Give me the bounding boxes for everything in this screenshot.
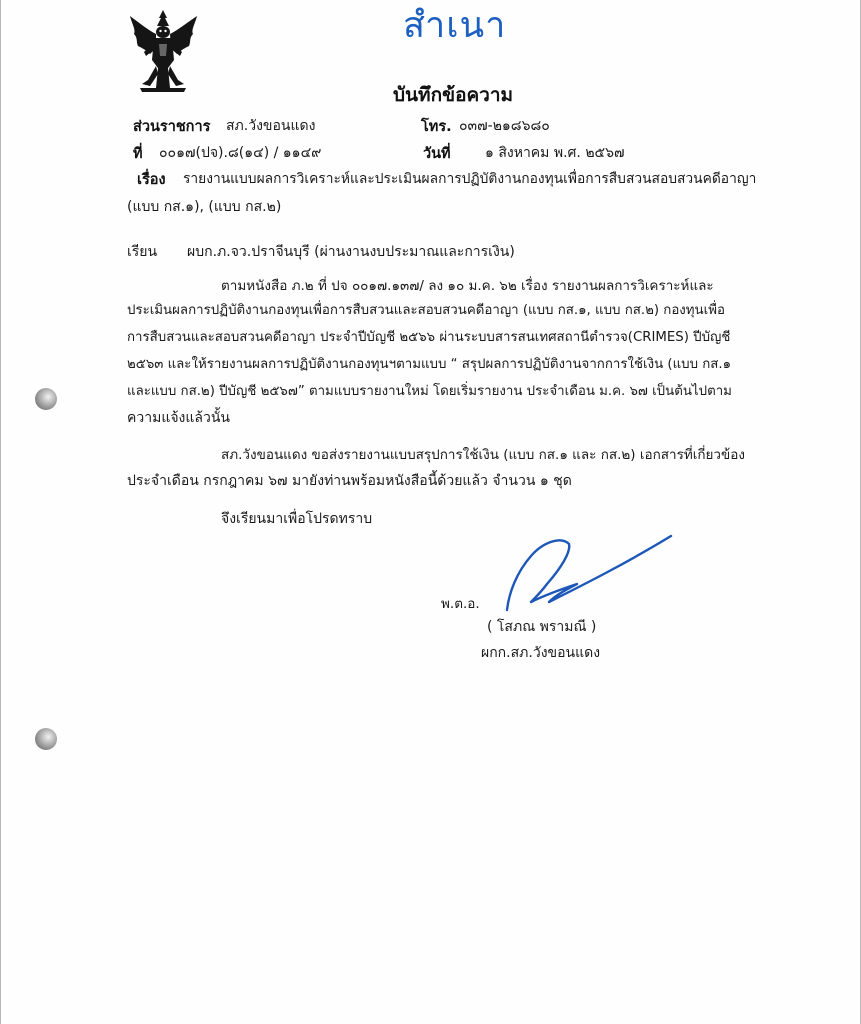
memo-title: บันทึกข้อความ bbox=[393, 84, 514, 106]
paragraph-1-line: การสืบสวนและสอบสวนคดีอาญา ประจำปีบัญชี ๒๕๖๖ ผ่านระบบสารสนเทศสถานีตำรวจ(CRIMES) ปีบัญชี bbox=[127, 330, 731, 345]
reference-value: ๐๐๑๗(ปจ).๘(๑๔) / ๑๑๔๙ bbox=[159, 145, 322, 161]
salutation-value: ผบก.ภ.จว.ปราจีนบุรี (ผ่านงานงบประมาณและการเงิน) bbox=[187, 244, 515, 260]
salutation-label: เรียน bbox=[127, 244, 158, 260]
date-label: วันที่ bbox=[423, 146, 451, 162]
punch-hole bbox=[35, 728, 57, 750]
handwritten-signature bbox=[495, 532, 675, 614]
paragraph-2-line: สภ.วังขอนแดง ขอส่งรายงานแบบสรุปการใช้เงิน (แบบ กส.๑ และ กส.๒) เอกสารที่เกี่ยวข้อง bbox=[221, 447, 745, 463]
garuda-emblem-icon bbox=[126, 8, 201, 94]
signer-position: ผกก.สภ.วังขอนแดง bbox=[481, 645, 601, 661]
agency-value: สภ.วังขอนแดง bbox=[226, 118, 316, 134]
punch-hole bbox=[35, 388, 57, 410]
reference-label: ที่ bbox=[133, 146, 143, 162]
closing-text: จึงเรียนมาเพื่อโปรดทราบ bbox=[221, 511, 373, 527]
signature-rank: พ.ต.อ. bbox=[441, 596, 480, 612]
paragraph-2-line: ประจำเดือน กรกฎาคม ๖๗ มายังท่านพร้อมหนังสือนี้ด้วยแล้ว จำนวน ๑ ชุด bbox=[127, 473, 572, 489]
date-value: ๑ สิงหาคม พ.ศ. ๒๕๖๗ bbox=[485, 145, 625, 161]
paragraph-1-line: ตามหนังสือ ภ.๒ ที่ ปจ ๐๐๑๗.๑๓๗/ ลง ๑๐ ม.ค. ๖๒ เรื่อง รายงานผลการวิเคราะห์และ bbox=[221, 278, 714, 294]
subject-line-2: (แบบ กส.๑), (แบบ กส.๒) bbox=[127, 199, 282, 215]
agency-label: ส่วนราชการ bbox=[133, 119, 211, 135]
paragraph-1-line: ประเมินผลการปฏิบัติงานกองทุนเพื่อการสืบสวนและสอบสวนคดีอาญา (แบบ กส.๑, แบบ กส.๒) กองทุนเพื่อ bbox=[127, 303, 725, 318]
subject-line-1: รายงานแบบผลการวิเคราะห์และประเมินผลการปฏิบัติงานกองทุนเพื่อการสืบสวนสอบสวนคดีอาญา bbox=[183, 171, 757, 187]
subject-label: เรื่อง bbox=[137, 172, 166, 188]
paragraph-1-line: ความแจ้งแล้วนั้น bbox=[127, 410, 230, 426]
paragraph-1-line: ๒๕๖๓ และให้รายงานผลการปฏิบัติงานกองทุนฯตามแบบ “ สรุปผลการปฏิบัติงานจากการใช้เงิน (แบบ กส.๑ bbox=[127, 357, 732, 372]
phone-label: โทร. bbox=[421, 119, 452, 135]
phone-value: ๐๓๗-๒๑๘๖๘๐ bbox=[459, 118, 550, 134]
copy-stamp: สำเนา bbox=[403, 5, 507, 46]
paragraph-1-line: และแบบ กส.๒) ปีบัญชี ๒๕๖๗” ตามแบบรายงานใหม่ โดยเริ่มรายงาน ประจำเดือน ม.ค. ๖๗ เป็นต้นไปตาม bbox=[127, 384, 732, 399]
signer-name: ( โสภณ พรามณี ) bbox=[487, 619, 597, 635]
